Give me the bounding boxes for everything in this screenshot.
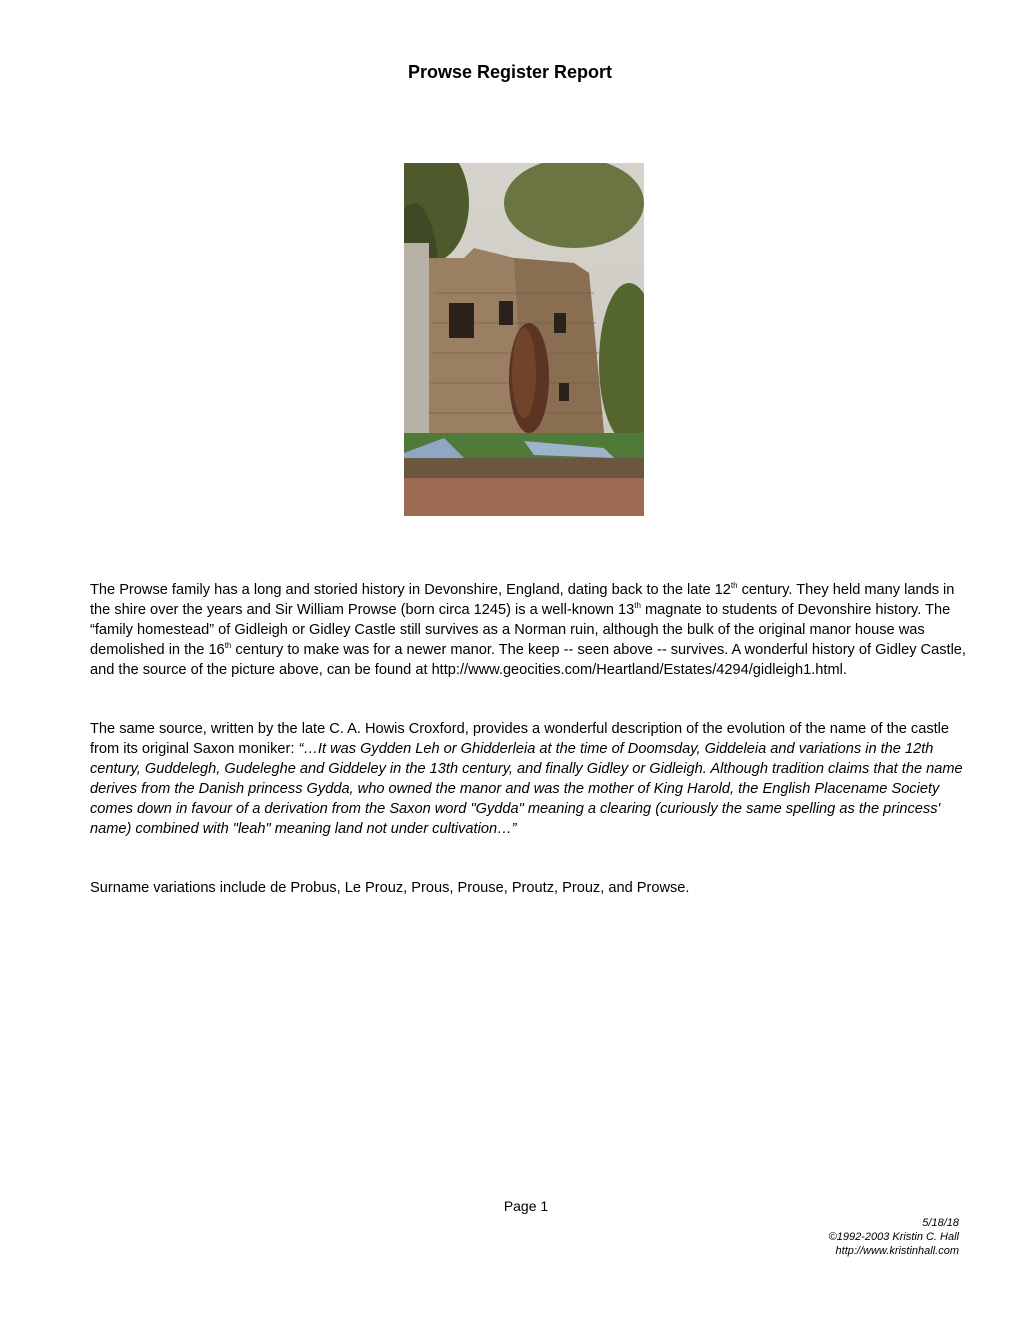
page-title: Prowse Register Report: [407, 62, 613, 82]
footer-url[interactable]: http://www.kristinhall.com: [835, 1245, 959, 1257]
footer-date: 5/18/18: [922, 1217, 959, 1229]
croxford-quote: “…It was Gydden Leh or Ghidderleia at the time of Doomsday, Giddeleia and variations in the 12th century, Guddelegh, Gudeleghe and Giddeley in the 13th century, and finally Gidley or Gidleigh. Although tradition claims that the name derives from the Danish princess Gydda, who owned the manor and was the mother of King Harold, the English Placename Society comes down in favour of a derivation from the Saxon word "Gydda" meaning a clearing (curiously the same spelling as the princess' name) combined with "leah" meaning land not under cultivation…”: [90, 741, 963, 837]
page-number: Page 1: [503, 1198, 549, 1214]
superscript-th: th: [224, 641, 232, 651]
superscript-th: th: [730, 581, 738, 591]
name-origin-paragraph: [90, 719, 970, 839]
castle-photo: [404, 163, 644, 516]
paragraph1-part-c: magnate to students of Devonshire history. The “family homestead” of Gidleigh or Gidley Castle still survives as a Norman ruin, although the bulk of the original manor house was demolished in the 16: [90, 602, 951, 658]
paragraph1-part-a: The Prowse family has a long and storied history in Devonshire, England, dating back to the late 12: [90, 582, 731, 598]
footer-copyright: ©1992-2003 Kristin C. Hall: [828, 1231, 959, 1243]
paragraph2-intro: The same source, written by the late C. A. Howis Croxford, provides a wonderful description of the evolution of the name of the castle from its original Saxon moniker:: [90, 721, 950, 757]
surname-variations-paragraph: [90, 878, 970, 898]
history-paragraph: [90, 580, 970, 680]
surname-variations-text: Surname variations include de Probus, Le Prouz, Prous, Prouse, Proutz, Prouz, and Prowse.: [90, 880, 690, 896]
paragraph1-part-d: century to make was for a newer manor. The keep -- seen above -- survives. A wonderful history of Gidley Castle, and the source of the picture above, can be found at http://www.geocities.com/Heartland/Estates/4294/gidleigh1.html.: [90, 642, 966, 678]
paragraph1-part-b: century. They held many lands in the shire over the years and Sir William Prowse (born circa 1245) is a well-known 13: [90, 582, 955, 618]
superscript-th: th: [634, 601, 641, 611]
